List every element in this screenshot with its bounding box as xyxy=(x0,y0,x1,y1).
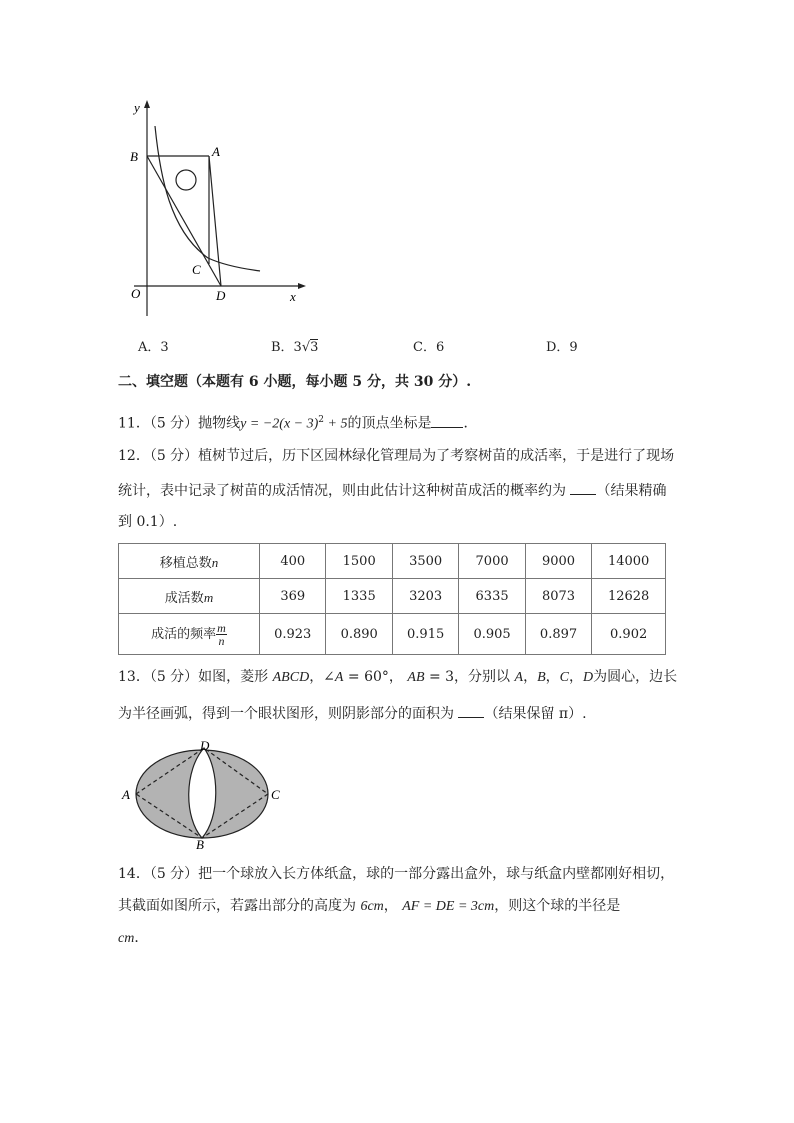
table-cell: 0.890 xyxy=(326,614,392,655)
q13-line2-a: 为半径画弧，得到一个眼状图形，则阴影部分的面积为 xyxy=(118,706,459,722)
table-cell: 1500 xyxy=(326,544,392,579)
q13-line2 xyxy=(118,703,587,724)
q13-pb: B xyxy=(537,670,546,685)
sqrt-symbol: √ xyxy=(301,340,311,355)
table-cell: 6335 xyxy=(459,579,525,614)
q13-pa: A xyxy=(514,670,524,685)
q13-pc: C xyxy=(559,670,569,685)
table-row xyxy=(119,614,666,655)
q11-formula-rest: = −2(x − 3) xyxy=(246,416,319,432)
q12-line2-a: 统计，表中记录了树苗的成活情况，则由此估计这种树苗成活的概率约为 xyxy=(118,483,571,499)
option-c: C．6 xyxy=(413,340,445,355)
table-cell: 14000 xyxy=(592,544,666,579)
question-11 xyxy=(118,410,477,435)
survival-table xyxy=(118,543,666,655)
q11-answer-blank[interactable] xyxy=(431,413,463,428)
q13-line1-b: ，∠ xyxy=(309,669,335,685)
q13-answer-blank[interactable] xyxy=(458,703,484,718)
table-cell: 0.905 xyxy=(459,614,525,655)
q11-suffix: 的顶点坐标是 xyxy=(347,415,432,432)
q14-line2-a: 其截面如图所示，若露出部分的高度为 xyxy=(118,898,361,914)
segment-AD xyxy=(209,156,221,286)
label-O: O xyxy=(131,286,141,301)
q13-angle-a: A xyxy=(334,670,344,685)
q12-line2-b: （结果精确 xyxy=(596,483,667,499)
q13-sep2: ， xyxy=(545,669,560,685)
y-axis-arrow xyxy=(144,100,150,108)
fraction-denominator: n xyxy=(218,633,225,648)
section-2-title: 二、填空题（本题有 6 小题，每小题 5 分，共 30 分）. xyxy=(118,374,472,390)
table-cell: 0.923 xyxy=(260,614,326,655)
label-x: x xyxy=(290,289,296,304)
q14-line2-b: ， xyxy=(383,898,403,914)
q11-formula-y: y xyxy=(240,416,247,432)
q13-ab: AB xyxy=(407,670,425,685)
q13-sep3: ， xyxy=(568,669,583,685)
table-cell: 0.915 xyxy=(392,614,458,655)
table-cell: 12628 xyxy=(592,579,666,614)
table-row xyxy=(119,579,666,614)
table-cell: 369 xyxy=(260,579,326,614)
q13-line1-e: 为圆心，边长 xyxy=(593,669,678,685)
label-y: y xyxy=(134,100,140,115)
q12-line1: 12．（5 分）植树节过后，历下区园林绿化管理局为了考察树苗的成活率，于是进行了现场 xyxy=(118,448,675,464)
q12-answer-blank[interactable] xyxy=(570,480,596,495)
table-row xyxy=(119,544,666,579)
q14-cm6: 6cm xyxy=(360,899,384,914)
q14-cm: cm xyxy=(118,931,135,946)
row-header xyxy=(119,614,260,655)
q13-line1 xyxy=(118,667,677,688)
q12-line2 xyxy=(118,480,666,501)
label-A: A xyxy=(212,144,220,159)
label-A2: A xyxy=(122,787,130,802)
label-B2: B xyxy=(196,837,204,850)
row-label: 成活的频率 xyxy=(151,626,217,642)
table-cell: 1335 xyxy=(326,579,392,614)
q11-formula-tail: + 5 xyxy=(324,416,348,432)
label-D: D xyxy=(216,288,226,303)
q14-line3 xyxy=(118,928,148,949)
row-label: 成活数 xyxy=(164,590,204,606)
q14-line2 xyxy=(118,896,620,917)
q13-pd: D xyxy=(582,670,594,685)
q14-end: ． xyxy=(134,930,149,946)
row-var: m xyxy=(203,589,214,605)
q11-end: ． xyxy=(463,415,478,432)
q13-line1-a: 13．（5 分）如图，菱形 xyxy=(118,669,273,685)
label-B: B xyxy=(130,149,138,164)
label-C: C xyxy=(192,262,201,277)
option-b-root: 3 xyxy=(310,340,319,355)
fraction-numerator: m xyxy=(217,620,226,635)
q14-line1: 14．（5 分）把一个球放入长方体纸盒，球的一部分露出盒外，球与纸盒内壁都刚好相切， xyxy=(118,866,675,882)
table-cell: 9000 xyxy=(525,544,591,579)
coordinate-graph-figure xyxy=(120,96,310,326)
table-cell: 0.902 xyxy=(592,614,666,655)
option-d: D．9 xyxy=(546,340,578,355)
option-b xyxy=(271,338,318,358)
x-axis-arrow xyxy=(298,283,306,289)
option-a: A．3 xyxy=(138,340,169,355)
small-circle xyxy=(176,170,196,190)
option-b-prefix: B．3 xyxy=(271,340,302,355)
table-cell: 8073 xyxy=(525,579,591,614)
q13-abcd: ABCD xyxy=(272,670,310,685)
label-C2: C xyxy=(271,787,280,802)
q12-line3: 到 0.1）. xyxy=(118,514,178,530)
q11-formula-sup: 2 xyxy=(318,415,325,425)
q13-line1-d: = 3，分别以 xyxy=(424,669,515,685)
q13-line1-c: = 60°， xyxy=(343,669,408,685)
q14-line2-c: ，则这个球的半径是 xyxy=(494,898,621,914)
table-cell: 3500 xyxy=(392,544,458,579)
table-cell: 0.897 xyxy=(525,614,591,655)
q13-sep1: ， xyxy=(523,669,538,685)
q14-eq: AF = DE = 3cm xyxy=(402,899,495,914)
table-cell: 400 xyxy=(260,544,326,579)
eye-figure xyxy=(118,738,290,850)
segment-BD xyxy=(147,156,221,286)
table-cell: 7000 xyxy=(459,544,525,579)
table-cell: 3203 xyxy=(392,579,458,614)
label-D2: D xyxy=(200,738,210,753)
row-header xyxy=(119,544,260,579)
fraction xyxy=(216,622,227,647)
row-var: n xyxy=(211,554,219,570)
row-header xyxy=(119,579,260,614)
q13-line2-b: （结果保留 π）. xyxy=(484,706,587,722)
row-label: 移植总数 xyxy=(159,555,212,571)
q11-prefix: 11．（5 分）抛物线 xyxy=(118,415,241,432)
